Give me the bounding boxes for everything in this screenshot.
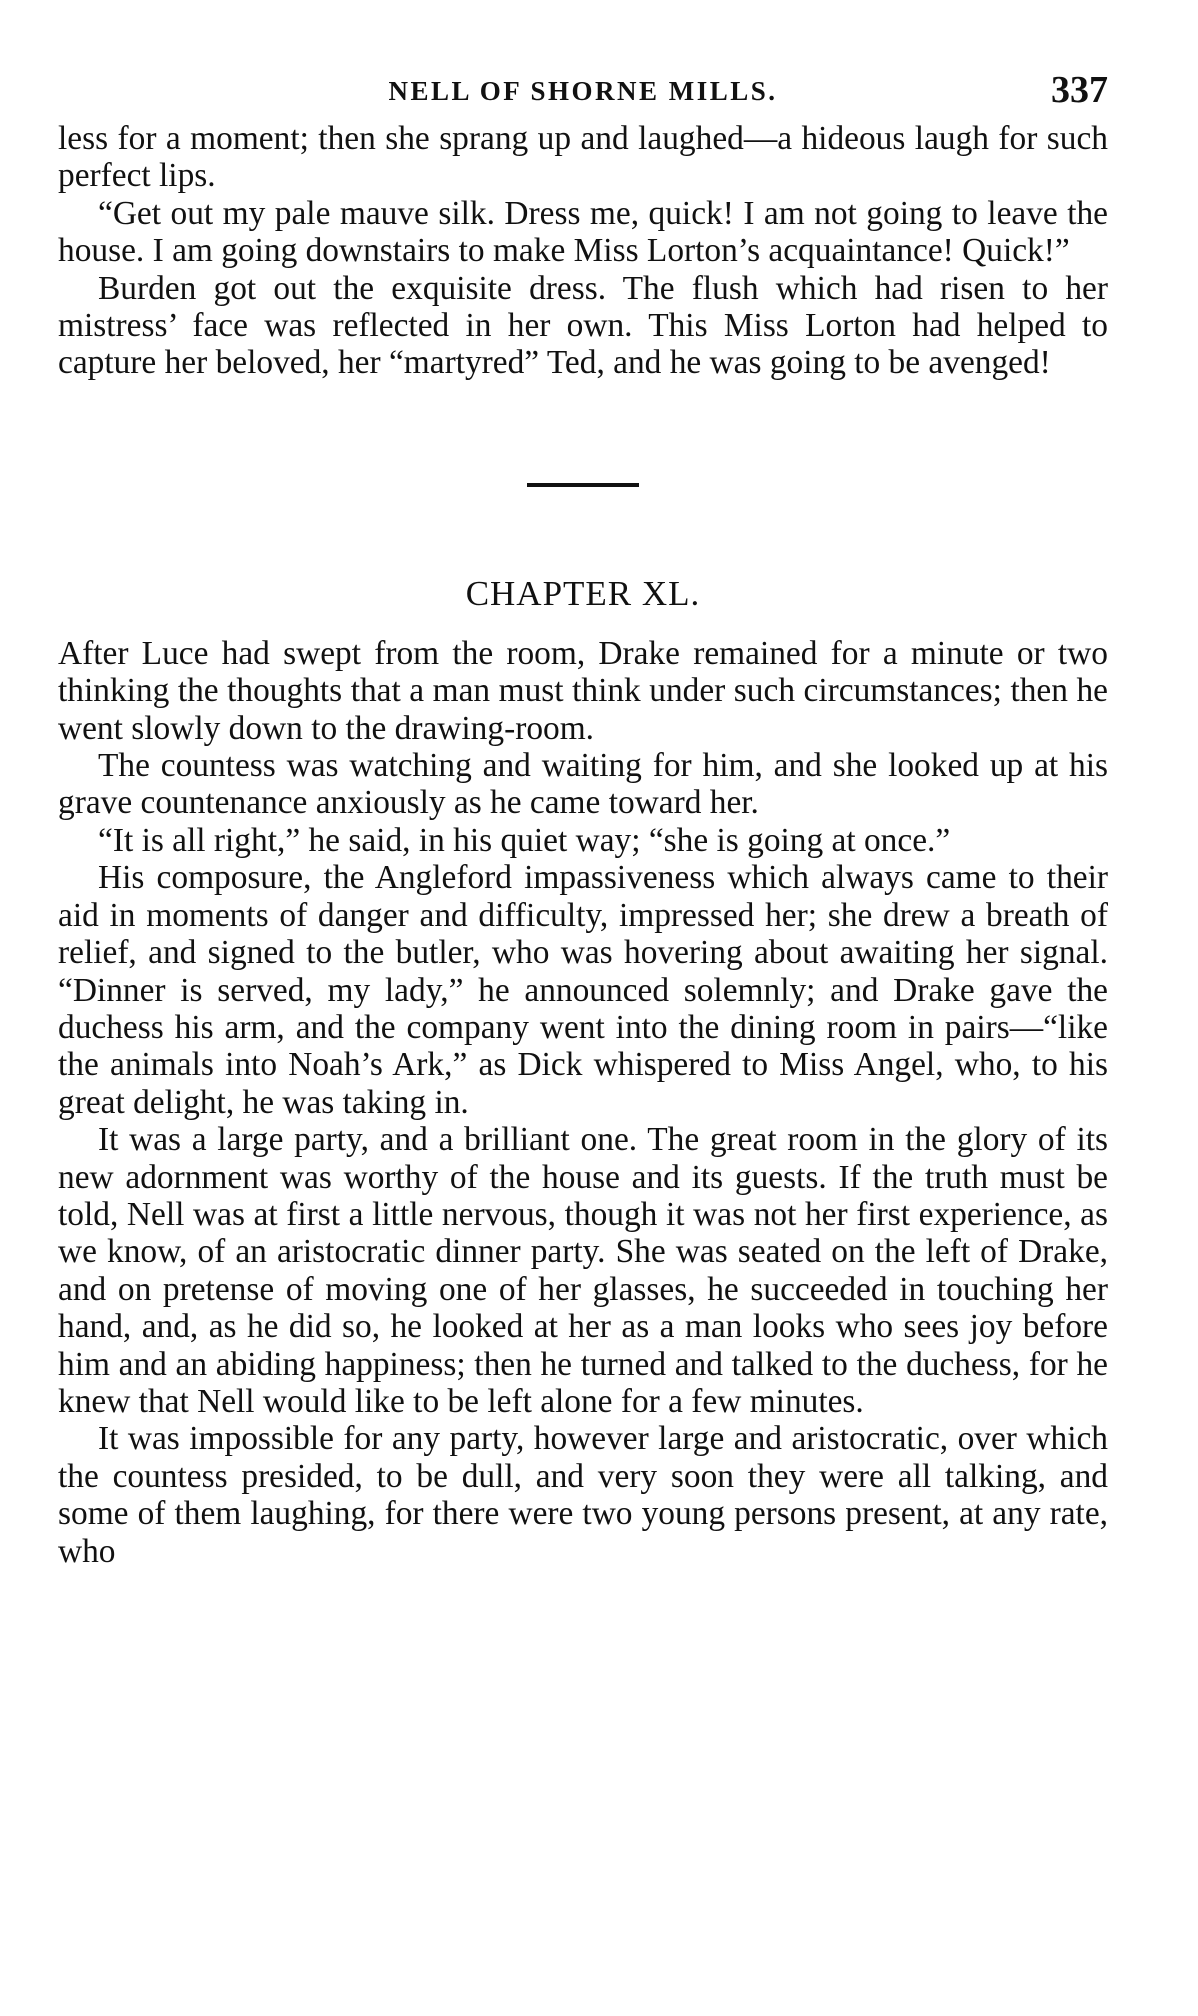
paragraph-continued: less for a moment; then she sprang up and laughed—a hideous laugh for such perfect lips. bbox=[58, 120, 1108, 195]
running-head bbox=[58, 66, 1108, 120]
paragraph: “Get out my pale mauve silk. Dress me, quick! I am not going to leave the house. I am going downstairs to make Miss Lorton’s acquaintance! Quick!” bbox=[58, 194, 1108, 270]
running-title: NELL OF SHORNE MILLS. bbox=[388, 76, 778, 106]
paragraph: It was a large party, and a brilliant one. The great room in the glory of its new adornment was worthy of the house and its guests. If the truth must be told, Nell was at first a little nervous, though it was not her first experience, as we know, of an aristocratic dinner party. She was seated on the left of Drake, and on pretense of moving one of her glasses, he succeeded in touching her hand, and, as he did so, he looked at her as a man looks who sees joy before him and an abiding happiness; then he turned and talked to the duchess, for he knew that Nell would like to be left alone for a few minutes. bbox=[58, 1121, 1108, 1420]
book-page bbox=[58, 66, 1108, 1570]
paragraph: The countess was watching and waiting for him, and she looked up at his grave countenance anxiously as he came toward her. bbox=[58, 747, 1108, 822]
section-divider bbox=[527, 483, 639, 487]
paragraph: It was impossible for any party, however large and aristocratic, over which the countess presided, to be dull, and very soon they were all talking, and some of them laughing, for there were two young persons present, at any rate, who bbox=[58, 1420, 1108, 1570]
chapter-opening-paragraph: After Luce had swept from the room, Drake remained for a minute or two thinking the thoughts that a man must think under such circumstances; then he went slowly down to the drawing-room. bbox=[58, 634, 1108, 747]
paragraph: “It is all right,” he said, in his quiet way; “she is going at once.” bbox=[98, 821, 951, 859]
page-number: 337 bbox=[1051, 69, 1108, 111]
paragraph: His composure, the Angleford impassiveness which always came to their aid in moments of danger and difficulty, impressed her; she drew a breath of relief, and signed to the butler, who was hovering about awaiting her signal. “Dinner is served, my lady,” he announced solemnly; and Drake gave the duchess his arm, and the company went into the dining room in pairs—“like the animals into Noah’s Ark,” as Dick whispered to Miss Angel, who, to his great delight, he was taking in. bbox=[58, 859, 1108, 1121]
chapter-title: CHAPTER XL. bbox=[465, 573, 701, 613]
paragraph: Burden got out the exquisite dress. The flush which had risen to her mistress’ face was reflected in her own. This Miss Lorton had helped to capture her beloved, her “martyred” Ted, and he was going to be avenged! bbox=[58, 269, 1108, 382]
